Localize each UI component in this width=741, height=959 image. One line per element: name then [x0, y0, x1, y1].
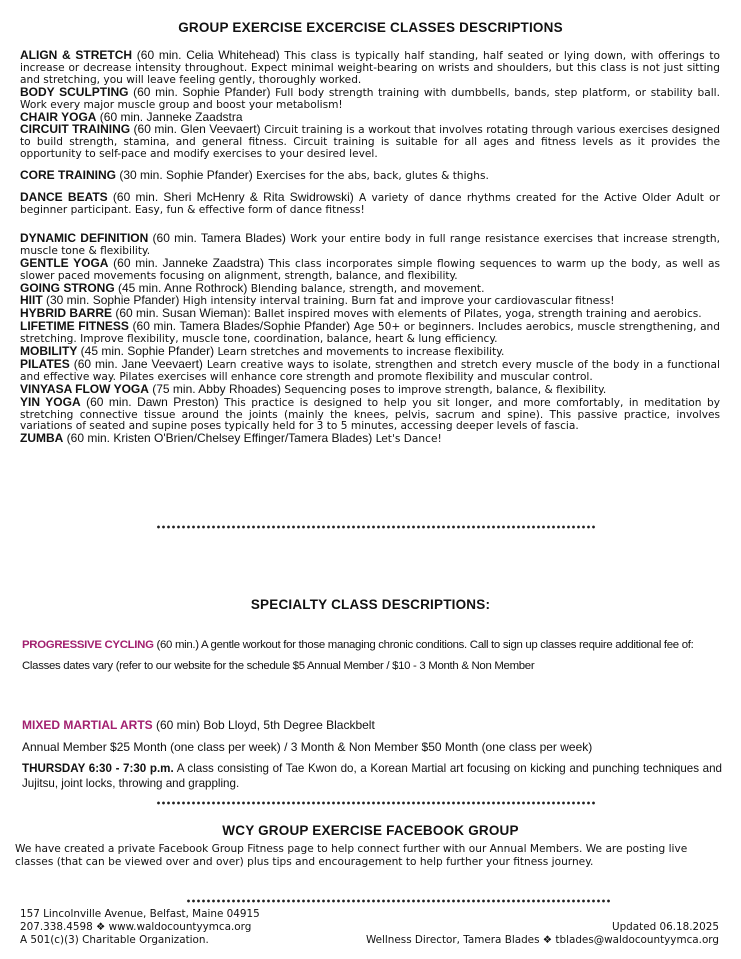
class-name: LIFETIME FITNESS — [20, 319, 129, 334]
martial-arts-meta: (60 min) Bob Lloyd, 5th Degree Blackbelt — [152, 718, 375, 732]
class-entry — [20, 170, 720, 183]
specialty-title: SPECIALTY CLASS DESCRIPTIONS: — [250, 597, 491, 612]
class-meta: (60 min. Susan Wieman): — [112, 306, 251, 321]
class-desc: Let's Dance! — [372, 433, 442, 446]
class-name: VINYASA FLOW YOGA — [20, 381, 149, 396]
class-entry — [20, 321, 720, 346]
class-name: MOBILITY — [20, 344, 78, 359]
class-meta: (60 min. Jane Veevaert) — [69, 356, 203, 371]
class-entry — [20, 230, 720, 258]
class-name: HIIT — [20, 293, 43, 308]
class-meta: (60 min. Kristen O'Brien/Chelsey Effinger/Tamera Blades) — [63, 431, 373, 446]
class-desc: Exercises for the abs, back, glutes & thighs. — [252, 170, 489, 183]
martial-arts-pricing: Annual Member $25 Month (one class per week) / 3 Month & Non Member $50 Month (one class per week) — [22, 740, 593, 754]
class-meta: (60 min. Janneke Zaadstra) — [108, 255, 264, 270]
class-name: CORE TRAINING — [20, 168, 116, 183]
martial-arts-line — [22, 718, 722, 732]
class-name: ALIGN & STRETCH — [20, 48, 133, 62]
class-name: HYBRID BARRE — [20, 306, 113, 321]
cycling-desc: (60 min.) A gentle workout for those managing chronic conditions. Call to sign up classes require additional fee of: — [153, 639, 694, 651]
class-meta: (60 min. Glen Veevaert) — [130, 122, 261, 137]
class-entry — [20, 192, 720, 217]
cycling-schedule: Classes dates vary (refer to our website for the schedule $5 Annual Member / $10 - 3 Month & Non Member — [22, 660, 535, 672]
class-entry — [20, 356, 720, 384]
class-meta: (60 min. Dawn Preston) — [80, 394, 219, 409]
footer-updated: Updated 06.18.2025 — [611, 921, 719, 933]
class-desc: Blending balance, strength, and movement. — [247, 282, 485, 295]
class-name: GENTLE YOGA — [20, 255, 109, 270]
class-desc: High intensity interval training. Burn fat and improve your cardiovascular fitness! — [179, 295, 615, 308]
class-entry — [20, 394, 720, 434]
class-desc: A variety of dance rhythms created for the Active Older Adult or beginner participant. Easy, fun & effective form of dance fitness! — [20, 192, 720, 216]
class-name: CIRCUIT TRAINING — [20, 122, 131, 137]
class-meta: (45 min. Anne Rothrock) — [114, 280, 248, 295]
footer-address: 157 Lincolnville Avenue, Belfast, Maine 04915 — [20, 908, 260, 920]
class-desc: Circuit training is a workout that involves rotating through various exercises designed to build strength, stamina, and general fitness. Circuit training is suitable for all ages and fitness levels as it provides the opportunity to self-pace and modify exercises to your desired level. — [20, 124, 721, 161]
class-desc: This class is typically half standing, half seated or lying down, with offerings to increase or decrease intensity throughout. Expect minimal weight-bearing on wrists and shoulders, but this class is not just sitting and stretching, you will leave feeling gently, thoroughly worked. — [20, 50, 720, 86]
footer-charity: A 501(c)(3) Charitable Organization. — [20, 934, 209, 946]
class-meta: (60 min. Sheri McHenry & Rita Swidrowski) — [107, 190, 354, 205]
class-name: CHAIR YOGA — [20, 109, 97, 124]
martial-arts-desc: A class consisting of Tae Kwon do, a Korean Martial art focusing on kicking and punching techniques and Jujitsu, joint locks, throwing and grappling. — [22, 762, 723, 790]
class-list — [20, 50, 720, 446]
class-meta: (60 min. Celia Whitehead) — [132, 48, 280, 62]
class-meta: (60 min. Sophie Pfander) — [128, 84, 271, 99]
class-entry — [20, 124, 720, 161]
class-desc: Ballet inspired moves with elements of Pilates, yoga, strength training and aerobics. — [250, 308, 702, 321]
class-entry — [20, 433, 720, 446]
class-name: PILATES — [20, 356, 70, 371]
dotted-divider — [156, 801, 596, 805]
class-meta: (75 min. Abby Rhoades) — [148, 381, 281, 396]
class-desc: Age 50+ or beginners. Includes aerobics, muscle strengthening, and stretching. Improve flexibility, muscle tone, coordination, balance, heart & lung efficiency. — [20, 321, 720, 346]
class-name: YIN YOGA — [20, 394, 81, 409]
class-desc: Work your entire body in full range resistance exercises that increase strength, muscle tone & flexibility. — [20, 232, 720, 257]
class-desc: Sequencing poses to improve strength, balance, & flexibility. — [280, 383, 607, 396]
class-desc: Full body strength training with dumbbells, bands, step platform, or stability ball. Work every major muscle group and boost your metabolism! — [20, 86, 720, 111]
martial-arts-name: MIXED MARTIAL ARTS — [22, 718, 153, 732]
class-meta: (45 min. Sophie Pfander) — [77, 344, 215, 359]
class-meta: (30 min. Sophie Pfander) — [42, 293, 180, 308]
martial-arts-time: THURSDAY 6:30 - 7:30 p.m. — [22, 762, 174, 775]
class-desc: Learn stretches and movements to increase flexibility. — [214, 346, 505, 359]
footer-director: Wellness Director, Tamera Blades ❖ tblades@waldocountyymca.org — [365, 934, 719, 946]
class-name: DYNAMIC DEFINITION — [20, 230, 149, 245]
class-name: DANCE BEATS — [20, 190, 108, 205]
martial-arts-desc-block — [22, 762, 722, 791]
class-desc: Learn creative ways to isolate, strengthen and stretch every muscle of the body in a functional and effective way. Pilates exercises will enhance core strength and promote flexibility and muscular control. — [20, 358, 720, 383]
class-name: GOING STRONG — [20, 280, 115, 295]
class-entry — [20, 255, 720, 283]
class-name: ZUMBA — [20, 431, 64, 446]
dotted-divider — [186, 899, 612, 903]
class-desc: This class incorporates simple flowing sequences to warm up the body, as well as slower paced movements focusing on alignment, strength, balance, and flexibility. — [20, 257, 720, 282]
cycling-line — [22, 638, 722, 652]
class-meta: (60 min. Tamera Blades) — [148, 230, 286, 245]
footer-contact: 207.338.4598 ❖ www.waldocountyymca.org — [20, 921, 252, 933]
cycling-name: PROGRESSIVE CYCLING — [22, 639, 154, 651]
page-title: GROUP EXERCISE EXCERCISE CLASSES DESCRIPTIONS — [178, 20, 563, 35]
facebook-text: We have created a private Facebook Group Fitness page to help connect further with our Annual Members. We are posting live classes (that can be viewed over and over) plus tips and encouragement to help further your fitness journey. — [15, 843, 688, 868]
facebook-title: WCY GROUP EXERCISE FACEBOOK GROUP — [222, 823, 519, 838]
dotted-divider — [156, 525, 596, 529]
class-desc: This practice is designed to help you sit longer, and more comfortably, in meditation by stretching connective tissue around the joints (mainly the knees, pelvis, sacrum and spine). This passive practice, involves variations of seated and supine poses typically held for 3 to 5 minutes, accessing deeper levels of fascia. — [20, 396, 720, 433]
class-name: BODY SCULPTING — [20, 84, 129, 99]
class-entry — [20, 84, 720, 112]
class-meta: (30 min. Sophie Pfander) — [116, 168, 253, 183]
class-meta: (60 min. Janneke Zaadstra — [96, 109, 243, 124]
class-entry — [20, 50, 720, 87]
class-meta: (60 min. Tamera Blades/Sophie Pfander) — [128, 319, 351, 334]
